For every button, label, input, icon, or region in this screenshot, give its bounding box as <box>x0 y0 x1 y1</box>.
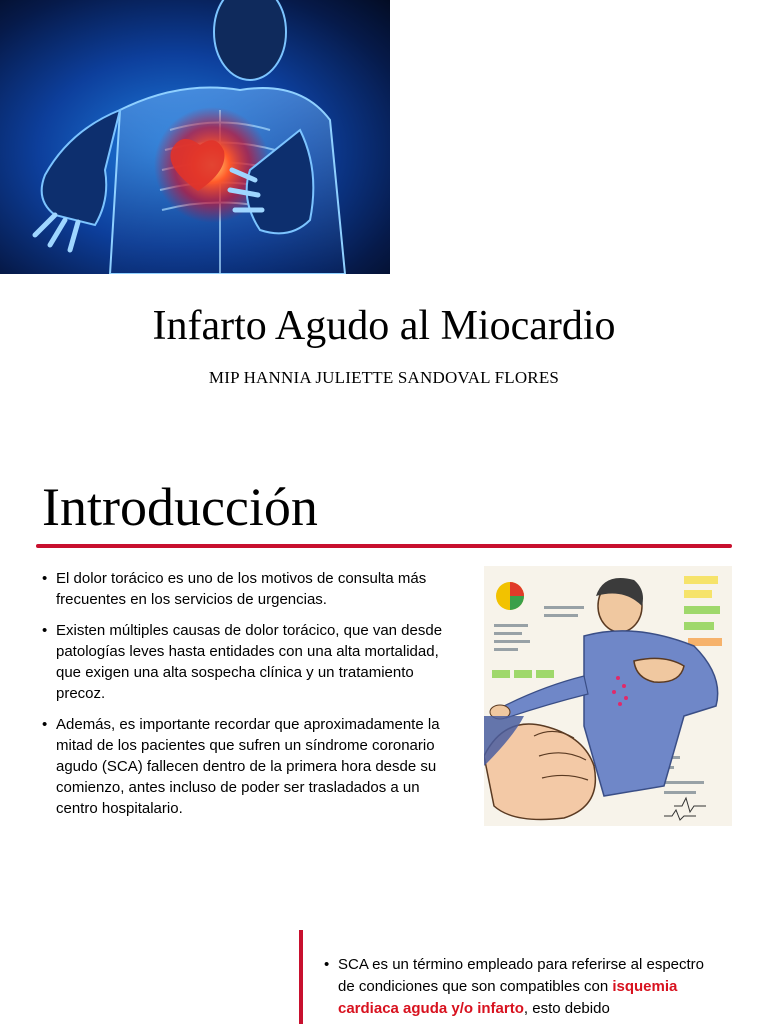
bullet-icon: • <box>42 570 48 587</box>
hero-image-heart-attack <box>0 0 390 274</box>
list-item <box>40 568 460 610</box>
bullet-text: Además, es importante recordar que aproximadamente la mitad de los pacientes que sufren un síndrome coronario agudo (SCA) fallecen dentro de la primera hora desde su comienzo, antes incluso de poder ser trasladados a un centro hospitalario. <box>56 716 440 817</box>
bullet-icon: • <box>42 622 48 639</box>
slide-subtitle-author: MIP HANNIA JULIETTE SANDOVAL FLORES <box>208 368 560 387</box>
red-accent-bar <box>299 930 303 1024</box>
list-item <box>40 714 460 819</box>
bullet-text: El dolor torácico es uno de los motivos de consulta más frecuentes en los servicios de urgencias. <box>56 570 427 608</box>
slide-title: Infarto Agudo al Miocardio <box>152 303 616 349</box>
intro-bullet-list <box>40 568 460 829</box>
sca-bullet <box>324 954 722 1020</box>
list-item <box>40 620 460 704</box>
sca-highlight-text: isquemia cardiaca aguda y/o infarto <box>338 978 678 1017</box>
sca-text-part2: , esto debido <box>523 1000 610 1017</box>
red-divider-line <box>36 544 732 548</box>
bullet-text: Existen múltiples causas de dolor torácico, que van desde patologías leves hasta entidades con una alta mortalidad, que exigen una alta sospecha clínica y un tratamiento precoz. <box>56 622 443 702</box>
sca-text-part1: SCA es un término empleado para referirse al espectro de condiciones que son compatibles con <box>338 956 705 995</box>
bullet-icon: • <box>324 956 330 973</box>
bullet-icon: • <box>42 716 48 733</box>
chest-pain-illustration <box>484 566 732 826</box>
intro-heading: Introducción <box>42 477 318 537</box>
